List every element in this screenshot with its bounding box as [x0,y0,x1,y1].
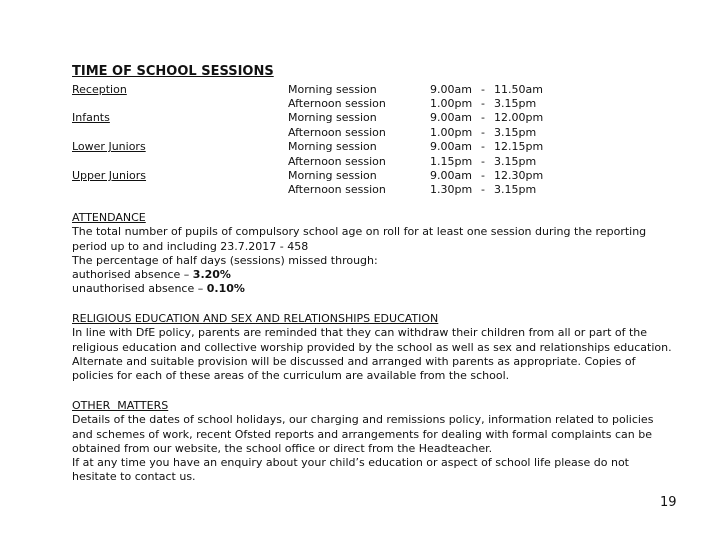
session-label: Morning session [288,169,377,182]
attendance-line: The percentage of half days (sessions) missed through: [72,253,378,267]
session-start: 1.00pm [430,97,473,110]
other-line: obtained from our website, the school office or direct from the Headteacher. [72,441,493,455]
unauthorised-value: 0.10% [206,282,245,296]
session-row [0,83,720,97]
authorised-absence [72,268,672,282]
session-start: 9.00am [430,111,472,124]
time-dash: - [481,111,485,124]
session-label: Morning session [288,83,377,96]
attendance-section [72,211,672,297]
time-dash: - [481,155,485,168]
other-line: hesitate to contact us. [72,470,196,484]
session-start: 1.15pm [430,155,473,168]
session-end: 12.30pm [494,169,544,182]
session-row [0,97,720,111]
religious-education-section [72,312,672,383]
attendance-line: The total number of pupils of compulsory school age on roll for at least one session during the reporting [72,225,647,239]
attendance-heading: ATTENDANCE [72,211,146,224]
page-number: 19 [660,495,677,510]
session-start: 1.30pm [430,183,473,196]
time-dash: - [481,140,485,153]
session-label: Afternoon session [288,97,386,110]
group-name: Upper Juniors [72,169,147,182]
session-end: 12.00pm [494,111,544,124]
religious-line: In line with DfE policy, parents are reminded that they can withdraw their children from all or part of the [72,326,648,340]
session-end: 3.15pm [494,155,537,168]
session-row [0,155,720,169]
attendance-line: period up to and including 23.7.2017 - 458 [72,239,309,253]
session-label: Afternoon session [288,155,386,168]
time-dash: - [481,126,485,139]
session-row [0,126,720,140]
time-dash: - [481,83,485,96]
religious-line: religious education and collective worship provided by the school as well as sex and relationships education. [72,340,672,354]
authorised-label: authorised absence – [72,268,193,282]
session-start: 9.00am [430,169,472,182]
other-line: If at any time you have an enquiry about your child’s education or aspect of school life please do not [72,456,629,470]
authorised-value: 3.20% [192,268,231,282]
session-row [0,169,720,183]
session-label: Afternoon session [288,183,386,196]
other-line: and schemes of work, recent Ofsted reports and arrangements for dealing with formal complaints can be [72,427,652,441]
session-start: 9.00am [430,140,472,153]
time-dash: - [481,169,485,182]
session-label: Afternoon session [288,126,386,139]
sessions-title: TIME OF SCHOOL SESSIONS [72,64,274,79]
session-start: 9.00am [430,83,472,96]
session-row [0,111,720,125]
group-name: Lower Juniors [72,140,146,153]
other-heading: OTHER MATTERS [72,399,169,412]
session-label: Morning session [288,140,377,153]
session-end: 3.15pm [494,97,537,110]
religious-heading: RELIGIOUS EDUCATION AND SEX AND RELATIONSHIPS EDUCATION [72,312,439,325]
other-matters-section [72,399,672,485]
group-name: Infants [72,111,110,124]
session-start: 1.00pm [430,126,473,139]
session-end: 12.15pm [494,140,544,153]
unauthorised-label: unauthorised absence – [72,282,207,296]
session-row [0,140,720,154]
session-end: 11.50am [494,83,543,96]
session-label: Morning session [288,111,377,124]
time-dash: - [481,97,485,110]
session-end: 3.15pm [494,126,537,139]
unauthorised-absence [72,282,672,296]
time-dash: - [481,183,485,196]
religious-line: policies for each of these areas of the curriculum are available from the school. [72,369,510,383]
session-row [0,183,720,197]
religious-line: Alternate and suitable provision will be discussed and arranged with parents as appropriate. Copies of [72,354,636,368]
group-name: Reception [72,83,127,96]
other-line: Details of the dates of school holidays, our charging and remissions policy, information related to policies [72,413,654,427]
session-end: 3.15pm [494,183,537,196]
